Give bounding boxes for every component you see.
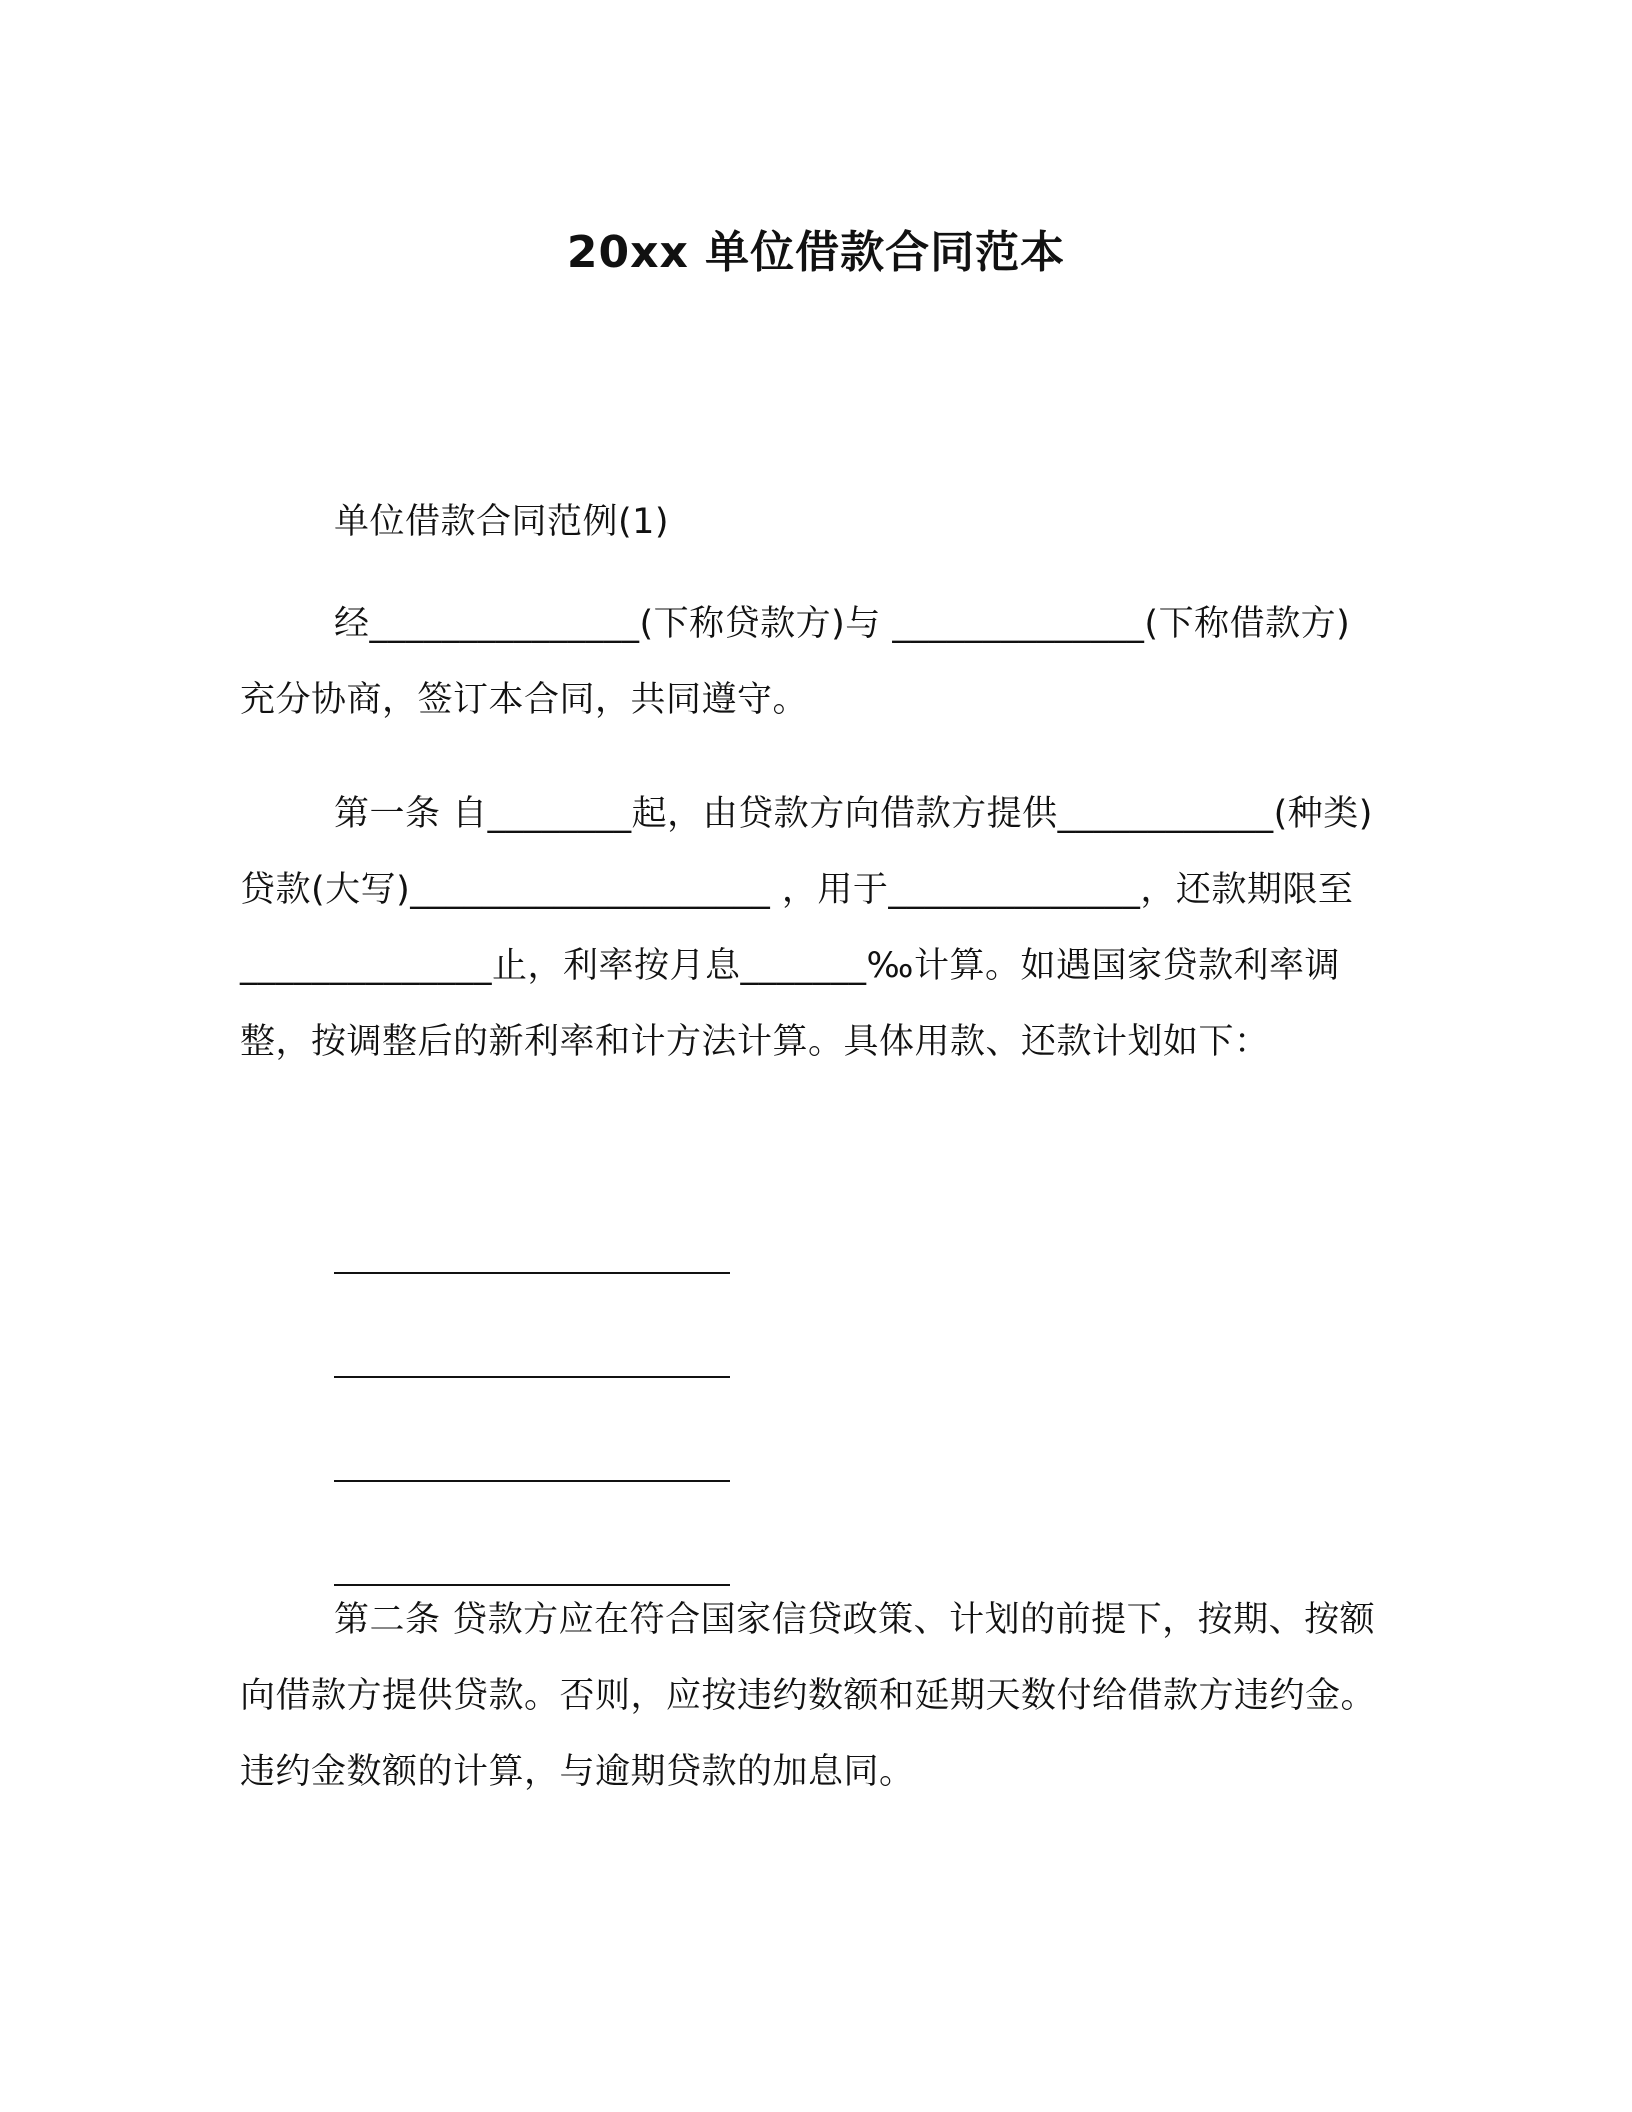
plan-blank-line — [334, 1398, 754, 1502]
repayment-plan-blank-lines — [334, 1190, 754, 1606]
paragraph-article-1: 第一条 自________起，由贷款方向借款方提供____________(种类)贷款(大写)____________________ ，用于______________，还款期限至______________止，利率按月息_______‰计算。如遇国家贷款利率调整，按调整后的新利率和计方法计算。具体用款、还款计划如下： — [240, 794, 1373, 1062]
paragraph-article-2: 第二条 贷款方应在符合国家信贷政策、计划的前提下，按期、按额向借款方提供贷款。否则，应按违约数额和延期天数付给借款方违约金。违约金数额的计算，与逾期贷款的加息同。 — [240, 1600, 1377, 1792]
document-title: 20xx 单位借款合同范本 — [566, 227, 1066, 278]
contract-subheading: 单位借款合同范例(1) — [334, 502, 670, 542]
plan-blank-line — [334, 1294, 754, 1398]
plan-blank-line — [334, 1190, 754, 1294]
paragraph-intro: 经_______________(下称贷款方)与 ______________(下称借款方)充分协商，签订本合同，共同遵守。 — [240, 604, 1351, 720]
